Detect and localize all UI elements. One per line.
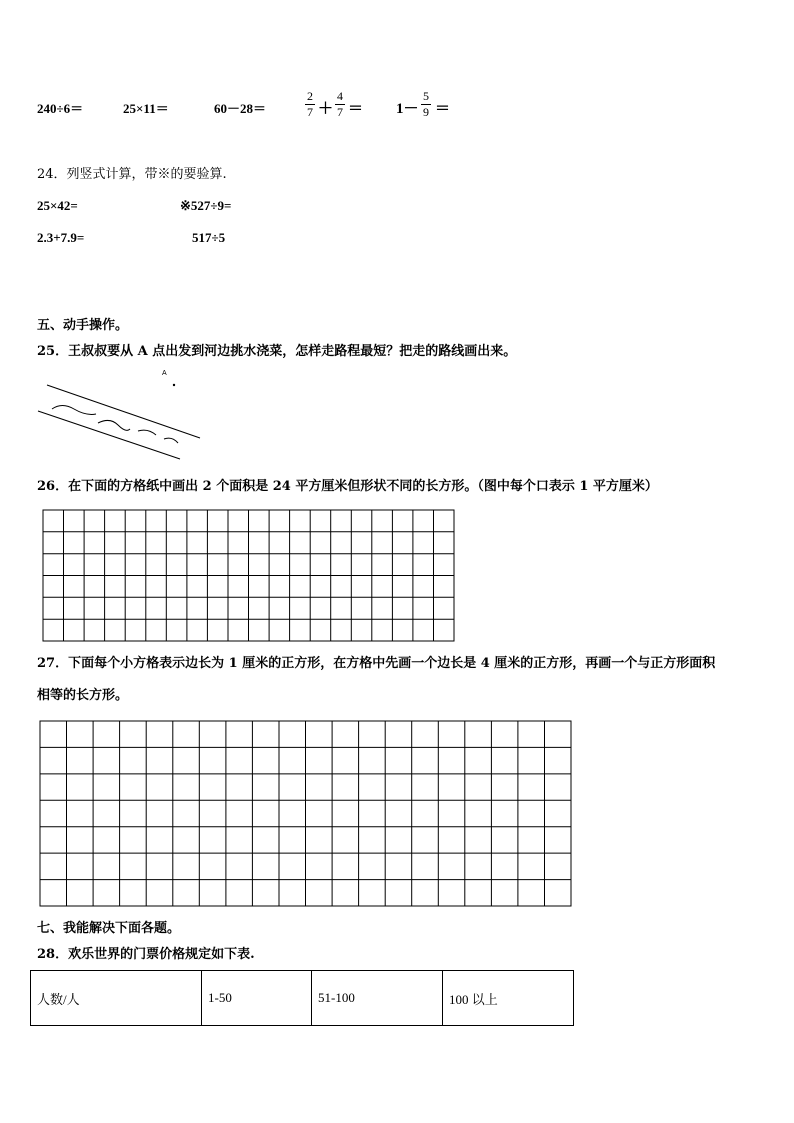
wave-mark — [164, 438, 178, 443]
table-cell: 人数/人 — [31, 971, 202, 1026]
oral-expr-2: 25×11＝ — [123, 101, 169, 116]
denominator: 7 — [337, 105, 343, 119]
q24-item-4: 517÷5 — [192, 230, 226, 245]
q27-title-line2: 相等的长方形。 — [37, 688, 129, 703]
ticket-price-table — [30, 970, 574, 1026]
section-5-title: 五、动手操作。 — [37, 318, 129, 333]
point-a-dot — [173, 384, 175, 386]
river-bank-lower — [38, 411, 180, 459]
q24-title: 24．列竖式计算，带※的要验算. — [37, 167, 227, 182]
numerator: 4 — [337, 89, 343, 103]
river-diagram — [30, 365, 210, 460]
section-7-title: 七、我能解决下面各题。 — [37, 921, 181, 936]
wave-mark — [52, 406, 96, 415]
oral-expr-3: 60－28＝ — [214, 101, 267, 116]
denominator: 7 — [307, 105, 313, 119]
river-bank-upper — [47, 385, 200, 438]
q25-title: 25．王叔叔要从 A 点出发到河边挑水浇菜，怎样走路程最短？把走的路线画出来。 — [37, 344, 517, 359]
table-cell: 1-50 — [202, 971, 312, 1026]
q27-title-line1: 27．下面每个小方格表示边长为 1 厘米的正方形，在方格中先画一个边长是 4 厘米的正方形，再画一个与正方形面积 — [37, 656, 716, 671]
wave-mark — [98, 420, 130, 430]
one-minus: 1－ — [396, 101, 419, 117]
numerator: 2 — [307, 89, 313, 103]
fraction-2-7 — [305, 90, 315, 119]
table-cell: 51-100 — [312, 971, 443, 1026]
q24-item-3: 2.3+7.9= — [37, 230, 85, 245]
table-row — [31, 971, 574, 1026]
fraction-5-9 — [421, 90, 431, 119]
denominator: 9 — [423, 105, 429, 119]
grid-q27 — [39, 720, 573, 908]
oral-expr-1: 240÷6＝ — [37, 101, 84, 116]
q24-item-1: 25×42= — [37, 198, 78, 213]
q28-title: 28．欢乐世界的门票价格规定如下表. — [37, 947, 255, 962]
table-cell: 100 以上 — [443, 971, 574, 1026]
grid-q26 — [42, 509, 456, 643]
numerator: 5 — [423, 89, 429, 103]
point-a-label: A — [162, 370, 167, 377]
fraction-4-7 — [335, 90, 345, 119]
q24-item-2: ※527÷9= — [180, 198, 232, 213]
q26-title: 26．在下面的方格纸中画出 2 个面积是 24 平方厘米但形状不同的长方形。（图中每个口表示 1 平方厘米） — [37, 479, 658, 494]
wave-mark — [138, 430, 156, 435]
equals-sign: ＝ — [348, 101, 364, 117]
plus-sign: ＋ — [318, 101, 334, 117]
equals-sign: ＝ — [435, 101, 451, 117]
